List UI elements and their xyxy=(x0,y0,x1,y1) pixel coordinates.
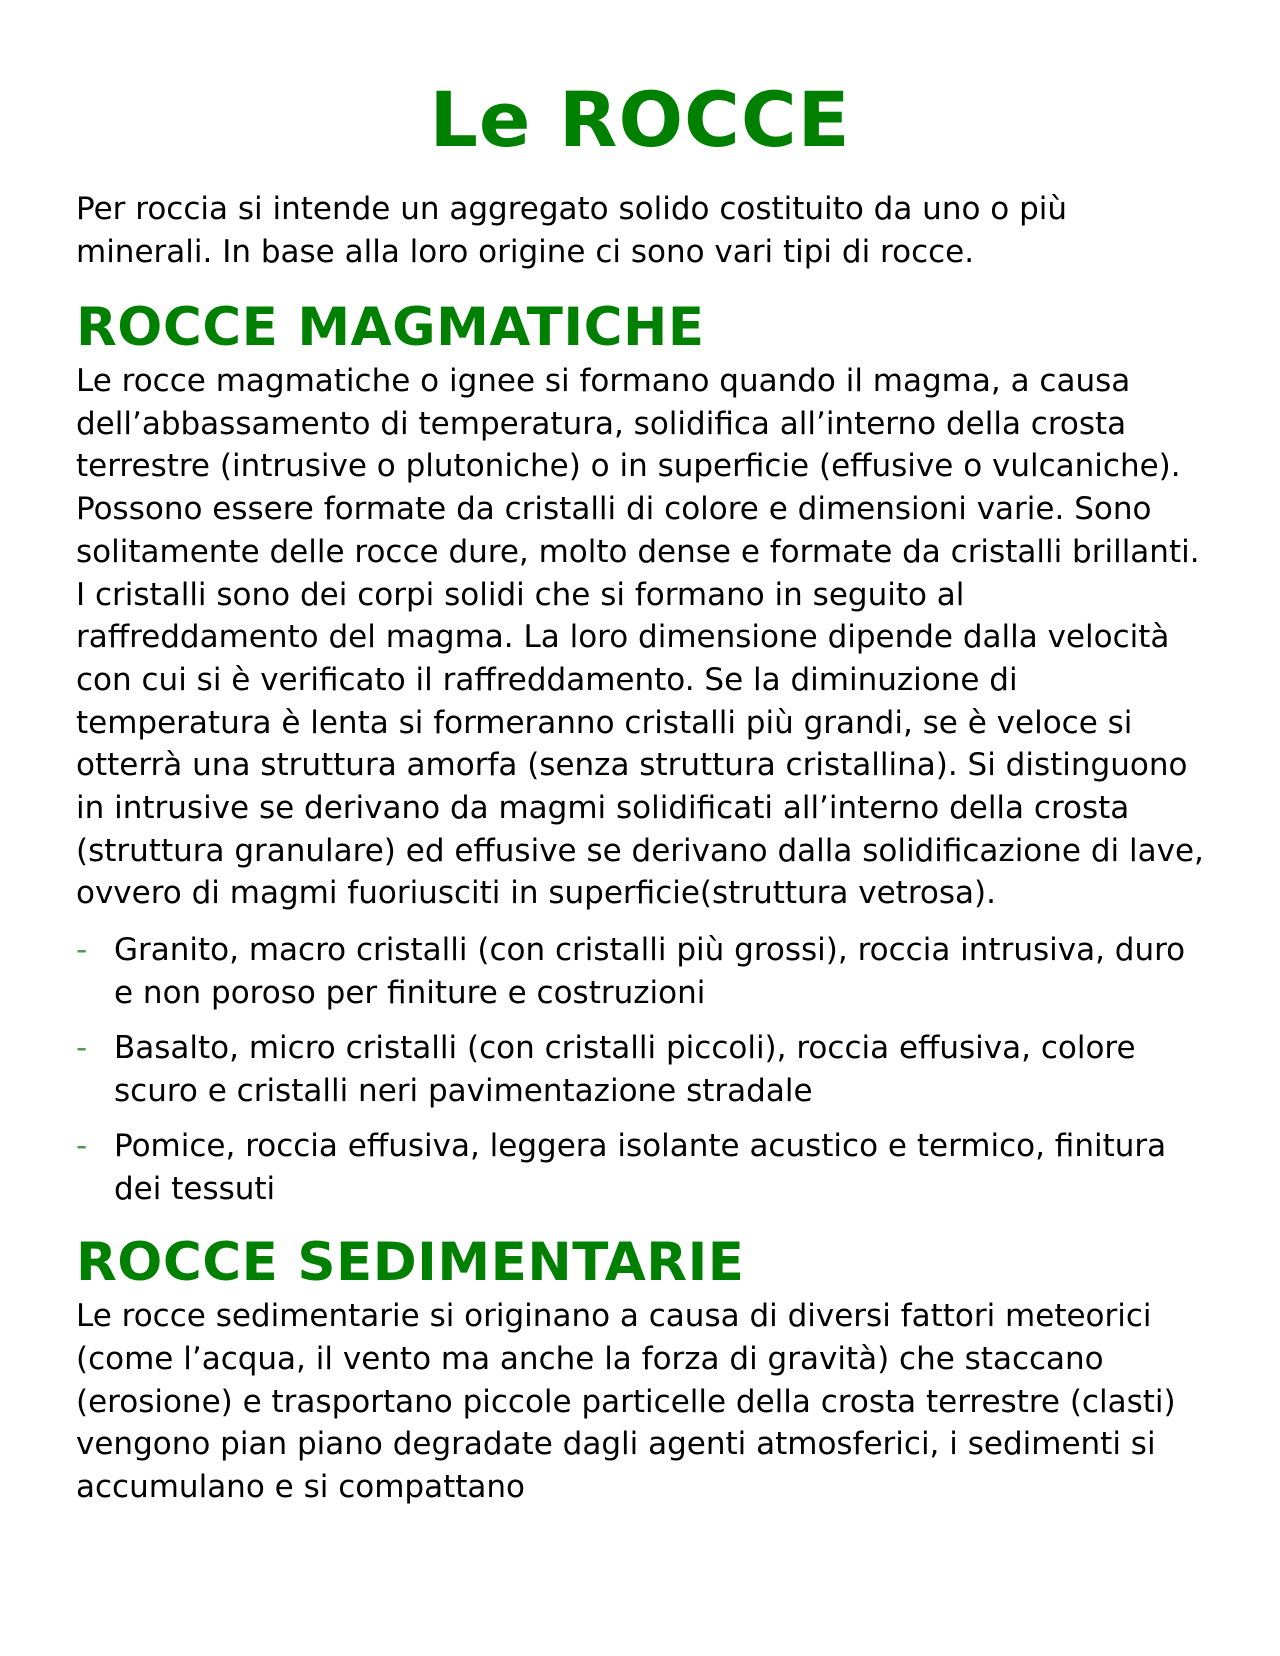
list-item xyxy=(76,1027,1204,1113)
intro-paragraph: Per roccia si intende un aggregato solido costituito da uno o più minerali. In base alla loro origine ci sono vari tipi di rocce. xyxy=(76,191,1068,270)
list-item xyxy=(76,929,1204,1015)
list-item-text: Basalto, micro cristalli (con cristalli piccoli), roccia effusiva, colore scuro e cristalli neri pavimentazione stradale xyxy=(114,1030,1136,1110)
list-item xyxy=(76,1125,1204,1211)
section-body-magmatiche: Le rocce magmatiche o ignee si formano quando il magma, a causa dell’abbassamento di temperatura, solidifica all’interno della crosta terrestre (intrusive o plutoniche) o in superficie (effusive o vulcaniche). Possono essere formate da cristalli di colore e dimensioni varie. Sono solitamente delle rocce dure, molto dense e formate da cristalli brillanti. I cristalli sono dei corpi solidi che si formano in seguito al raffreddamento del magma. La loro dimensione dipende dalla velocità con cui si è verificato il raffreddamento. Se la diminuzione di temperatura è lenta si formeranno cristalli più grandi, se è veloce si otterrà una struttura amorfa (senza struttura cristallina). Si distinguono in intrusive se derivano da magmi solidificati all’interno della crosta (struttura granulare) ed effusive se derivano dalla solidificazione di lave, ovvero di magmi fuoriusciti in superficie(struttura vetrosa). xyxy=(76,363,1204,912)
section-body-sedimentarie: Le rocce sedimentarie si originano a causa di diversi fattori meteorici (come l’acqua, il vento ma anche la forza di gravità) che staccano (erosione) e trasportano piccole particelle della crosta terrestre (clasti) vengono pian piano degradate dagli agenti atmosferici, i sedimenti si accumulano e si compattano xyxy=(76,1298,1176,1505)
rock-examples-list xyxy=(76,929,1204,1211)
section-heading-magmatiche: ROCCE MAGMATICHE xyxy=(76,297,705,358)
list-dash-marker: - xyxy=(76,1128,88,1165)
list-item-text: Granito, macro cristalli (con cristalli più grossi), roccia intrusiva, duro e non poroso per finiture e costruzioni xyxy=(114,932,1186,1012)
list-item-text: Pomice, roccia effusiva, leggera isolante acustico e termico, finitura dei tessuti xyxy=(114,1128,1167,1208)
list-dash-marker: - xyxy=(76,1030,88,1067)
list-dash-marker: - xyxy=(76,932,88,969)
section-heading-sedimentarie: ROCCE SEDIMENTARIE xyxy=(76,1232,745,1294)
page-title: Le ROCCE xyxy=(429,75,851,164)
